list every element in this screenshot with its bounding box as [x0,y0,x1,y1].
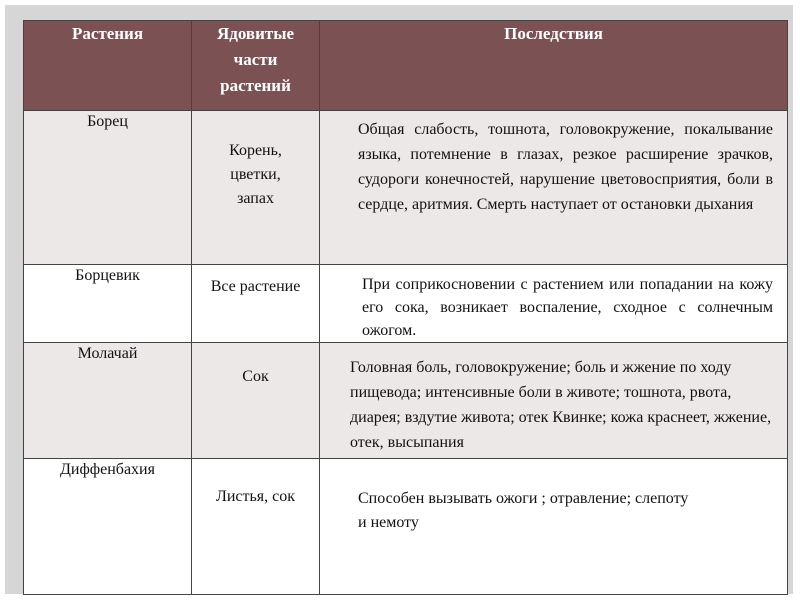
header-row [24,21,788,111]
poisonous-parts: Сок [192,343,320,459]
poisonous-parts: Все растение [192,265,320,343]
poisonous-parts: Корень, цветки, запах [192,111,320,265]
header-plants: Растения [24,21,192,111]
table-row [24,111,788,265]
consequences: Головная боль, головокружение; боль и жжение по ходу пищевода; интенсивные боли в животе; тошнота, рвота, диарея; вздутие живота; отек Квинке; кожа краснеет, жжение, отек, высыпания [320,343,788,459]
consequences: Способен вызывать ожоги ; отравление; слепоту и немоту [320,459,788,595]
slide-frame [5,5,793,594]
consequences: При соприкосновении с растением или попадании на кожу его сока, возникает воспаление, сходное с солнечным ожогом. [320,265,788,343]
table-row [24,265,788,343]
table-row [24,343,788,459]
plant-name: Молачай [24,343,192,459]
plant-name: Диффенбахия [24,459,192,595]
poisonous-parts: Листья, сок [192,459,320,595]
table-row [24,459,788,595]
header-poisonous-parts: Ядовитые части растений [192,21,320,111]
plant-name: Борцевик [24,265,192,343]
consequences: Общая слабость, тошнота, головокружение, покалывание языка, потемнение в глазах, резкое расширение зрачков, судороги конечностей, нарушение цветовосприятия, боли в сердце, аритмия. Смерть наступает от остановки дыхания [320,111,788,265]
plant-name: Борец [24,111,192,265]
poisonous-plants-table [23,20,788,595]
header-consequences: Последствия [320,21,788,111]
